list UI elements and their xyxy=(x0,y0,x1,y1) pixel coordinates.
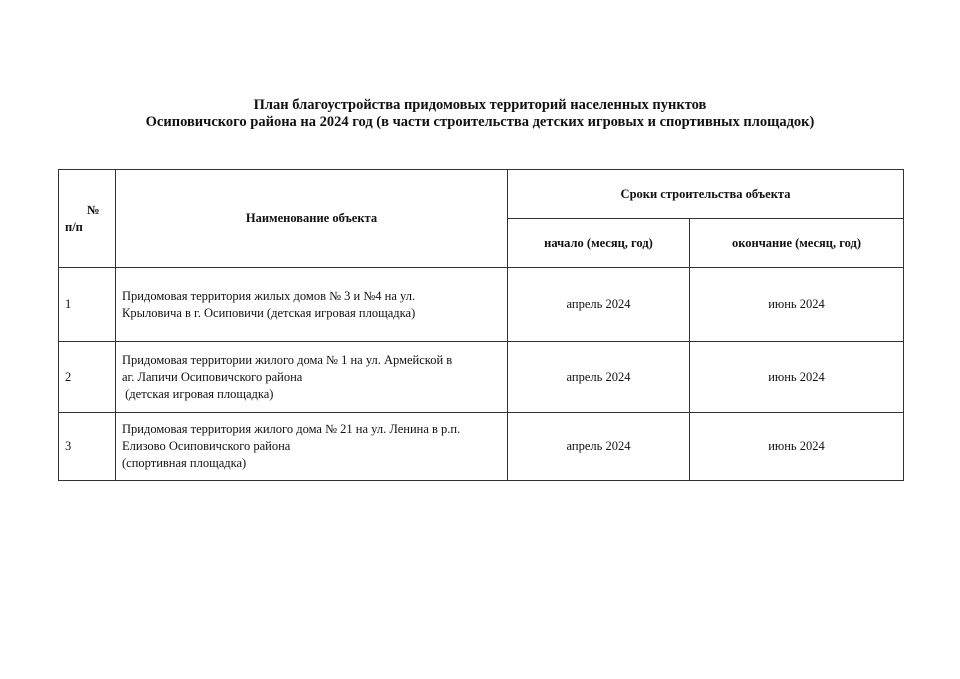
table-row xyxy=(59,342,904,413)
construction-plan-table xyxy=(58,169,904,481)
start-header: начало (месяц, год) xyxy=(508,219,690,268)
row-number: 1 xyxy=(59,268,116,342)
start-date: апрель 2024 xyxy=(508,342,690,413)
end-date: июнь 2024 xyxy=(690,413,904,481)
object-name: Придомовая территория жилого дома № 21 на ул. Ленина в р.п. Елизово Осиповичского района (спортивная площадка) xyxy=(116,413,508,481)
number-header: № п/п xyxy=(59,170,116,268)
title-line-1: План благоустройства придомовых территорий населенных пунктов xyxy=(253,97,707,113)
table-row xyxy=(59,268,904,342)
end-date: июнь 2024 xyxy=(690,268,904,342)
row-number: 3 xyxy=(59,413,116,481)
period-header: Сроки строительства объекта xyxy=(508,170,904,219)
start-date: апрель 2024 xyxy=(508,413,690,481)
header-row-1 xyxy=(59,170,904,219)
object-name: Придомовая территория жилых домов № 3 и №4 на ул. Крыловича в г. Осиповичи (детская игровая площадка) xyxy=(116,268,508,342)
row-number: 2 xyxy=(59,342,116,413)
end-header: окончание (месяц, год) xyxy=(690,219,904,268)
name-header: Наименование объекта xyxy=(116,170,508,268)
document-title xyxy=(0,97,960,131)
object-name: Придомовая территории жилого дома № 1 на ул. Армейской в аг. Лапичи Осиповичского района (детская игровая площадка) xyxy=(116,342,508,413)
title-line-2: Осиповичского района на 2024 год (в части строительства детских игровых и спортивных площадок) xyxy=(145,114,815,130)
start-date: апрель 2024 xyxy=(508,268,690,342)
end-date: июнь 2024 xyxy=(690,342,904,413)
table-row xyxy=(59,413,904,481)
